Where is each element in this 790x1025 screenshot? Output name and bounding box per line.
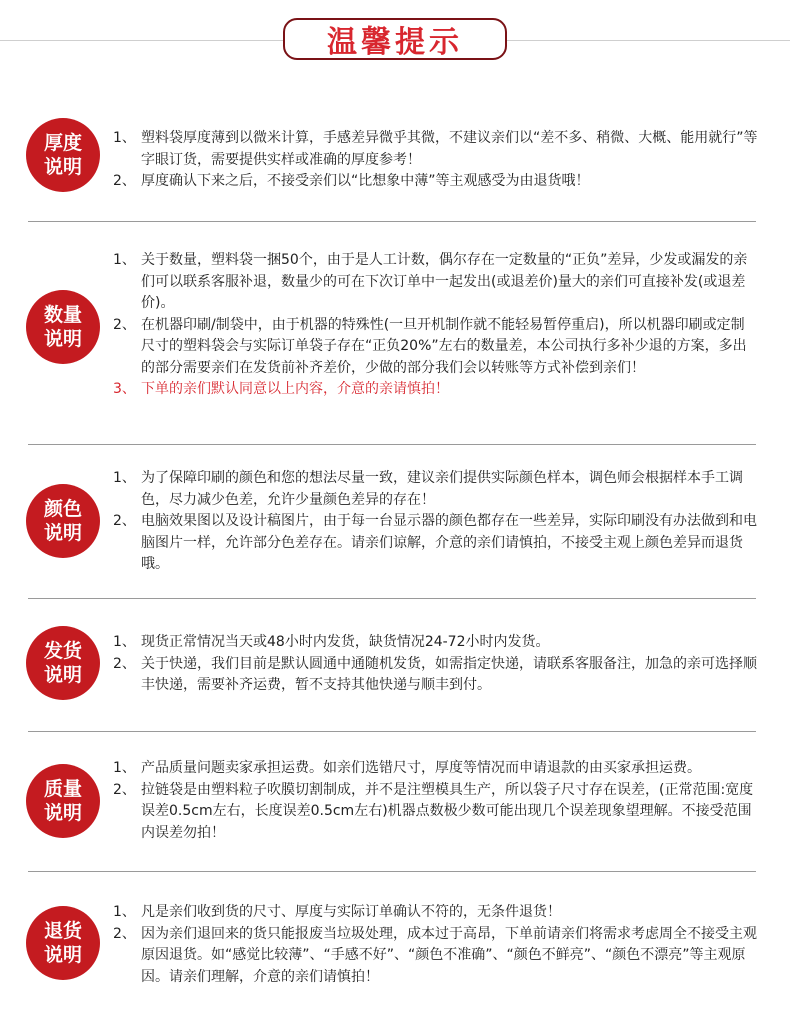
item-text: 在机器印刷/制袋中，由于机器的特殊性(一旦开机制作就不能轻易暂停重启)，所以机器印刷或定制尺寸的塑料袋会与实际订单袋子存在“正负20%”左右的数量差，本公司执行多补少退的方案，多出的部分需要亲们在发货前补齐差价，少做的部分我们会以转账等方式补偿到亲们！ [141, 316, 747, 376]
item-text: 关于快递，我们目前是默认圆通中通随机发货，如需指定快递，请联系客服备注，加急的亲可选择顺丰快递，需要补齐运费，暂不支持其他快递与顺丰到付。 [141, 655, 757, 693]
item-list [113, 468, 758, 576]
list-item [113, 171, 758, 193]
item-list [113, 250, 758, 401]
item-list [113, 632, 758, 697]
badge-line-1: 颜色 [43, 498, 82, 520]
item-text: 厚度确认下来之后，不接受亲们以“比想象中薄”等主观感受为由退货哦！ [141, 173, 590, 189]
section-divider [28, 731, 756, 732]
badge-line-2: 说明 [43, 944, 82, 966]
list-item-warning [113, 379, 758, 401]
item-text: 下单的亲们默认同意以上内容，介意的亲请慎拍！ [141, 381, 449, 397]
item-text: 关于数量，塑料袋一捆50个，由于是人工计数，偶尔存在一定数量的“正负”差异，少发或漏发的亲们可以联系客服补退，数量少的可在下次订单中一起发出(或退差价)量大的亲们可直接补发(或退差价)。 [141, 252, 748, 311]
badge-shipping [26, 626, 100, 700]
list-item [113, 128, 758, 171]
item-text: 凡是亲们收到货的尺寸、厚度与实际订单确认不符的，无条件退货！ [141, 904, 561, 920]
badge-returns [26, 906, 100, 980]
item-number: 1、 [113, 904, 136, 920]
item-number: 1、 [113, 470, 136, 486]
list-item [113, 780, 758, 845]
list-item [113, 924, 758, 989]
item-text: 产品质量问题卖家承担运费。如亲们选错尺寸，厚度等情况而申请退款的由买家承担运费。 [141, 760, 701, 776]
item-text: 塑料袋厚度薄到以微米计算，手感差异微乎其微，不建议亲们以“差不多、稍微、大概、能用就行”等字眼订货，需要提供实样或准确的厚度参考！ [141, 130, 758, 168]
item-number: 1、 [113, 130, 136, 146]
item-number: 2、 [113, 655, 136, 672]
item-number: 2、 [113, 173, 136, 189]
badge-color [26, 484, 100, 558]
badge-line-1: 厚度 [43, 132, 82, 154]
section-divider [28, 871, 756, 872]
item-number: 2、 [113, 781, 136, 798]
item-list [113, 902, 758, 988]
item-text: 为了保障印刷的颜色和您的想法尽量一致，建议亲们提供实际颜色样本，调色师会根据样本手工调色，尽力减少色差，允许少量颜色差异的存在！ [141, 470, 743, 508]
badge-line-1: 退货 [43, 920, 82, 942]
list-item [113, 654, 758, 697]
item-number: 1、 [113, 252, 136, 268]
list-item [113, 632, 758, 654]
item-number: 2、 [113, 513, 136, 529]
badge-line-1: 发货 [43, 640, 82, 662]
badge-line-2: 说明 [43, 664, 82, 686]
item-number: 2、 [113, 316, 136, 333]
section-divider [28, 598, 756, 599]
item-list [113, 128, 758, 193]
item-number: 3、 [113, 381, 136, 397]
page-header [0, 0, 790, 78]
badge-line-2: 说明 [43, 522, 82, 544]
item-text: 现货正常情况当天或48小时内发货，缺货情况24-72小时内发货。 [141, 634, 550, 650]
badge-line-2: 说明 [43, 802, 82, 824]
title-box [283, 18, 507, 60]
badge-line-2: 说明 [43, 328, 82, 350]
list-item [113, 511, 758, 576]
list-item [113, 758, 758, 780]
item-list [113, 758, 758, 844]
item-number: 1、 [113, 760, 136, 776]
list-item [113, 902, 758, 924]
badge-quality [26, 764, 100, 838]
badge-line-1: 数量 [43, 304, 82, 326]
badge-thickness [26, 118, 100, 192]
list-item [113, 250, 758, 315]
list-item [113, 468, 758, 511]
item-text: 拉链袋是由塑料粒子吹膜切割制成，并不是注塑模具生产，所以袋子尺寸存在误差，(正常范围:宽度误差0.5cm左右，长度误差0.5cm左右)机器点数极少数可能出现几个误差现象望理解。不接受范围内误差勿拍！ [141, 781, 754, 841]
section-divider [28, 444, 756, 445]
badge-line-2: 说明 [43, 156, 82, 178]
badge-line-1: 质量 [43, 778, 82, 800]
list-item [113, 315, 758, 380]
item-text: 因为亲们退回来的货只能报废当垃圾处理，成本过于高昂，下单前请亲们将需求考虑周全不接受主观原因退货。如“感觉比较薄”、“手感不好”、“颜色不准确”、“颜色不鲜亮”、“颜色不漂亮”等主观原因。请亲们理解，介意的亲们请慎拍！ [141, 925, 757, 985]
item-number: 1、 [113, 634, 136, 650]
badge-quantity [26, 290, 100, 364]
section-divider [28, 221, 756, 222]
page-title: 温馨提示 [327, 25, 463, 60]
item-number: 2、 [113, 925, 136, 942]
item-text: 电脑效果图以及设计稿图片，由于每一台显示器的颜色都存在一些差异，实际印刷没有办法做到和电脑图片一样，允许部分色差存在。请亲们谅解，介意的亲们请慎拍，不接受主观上颜色差异而退货哦。 [141, 513, 757, 572]
